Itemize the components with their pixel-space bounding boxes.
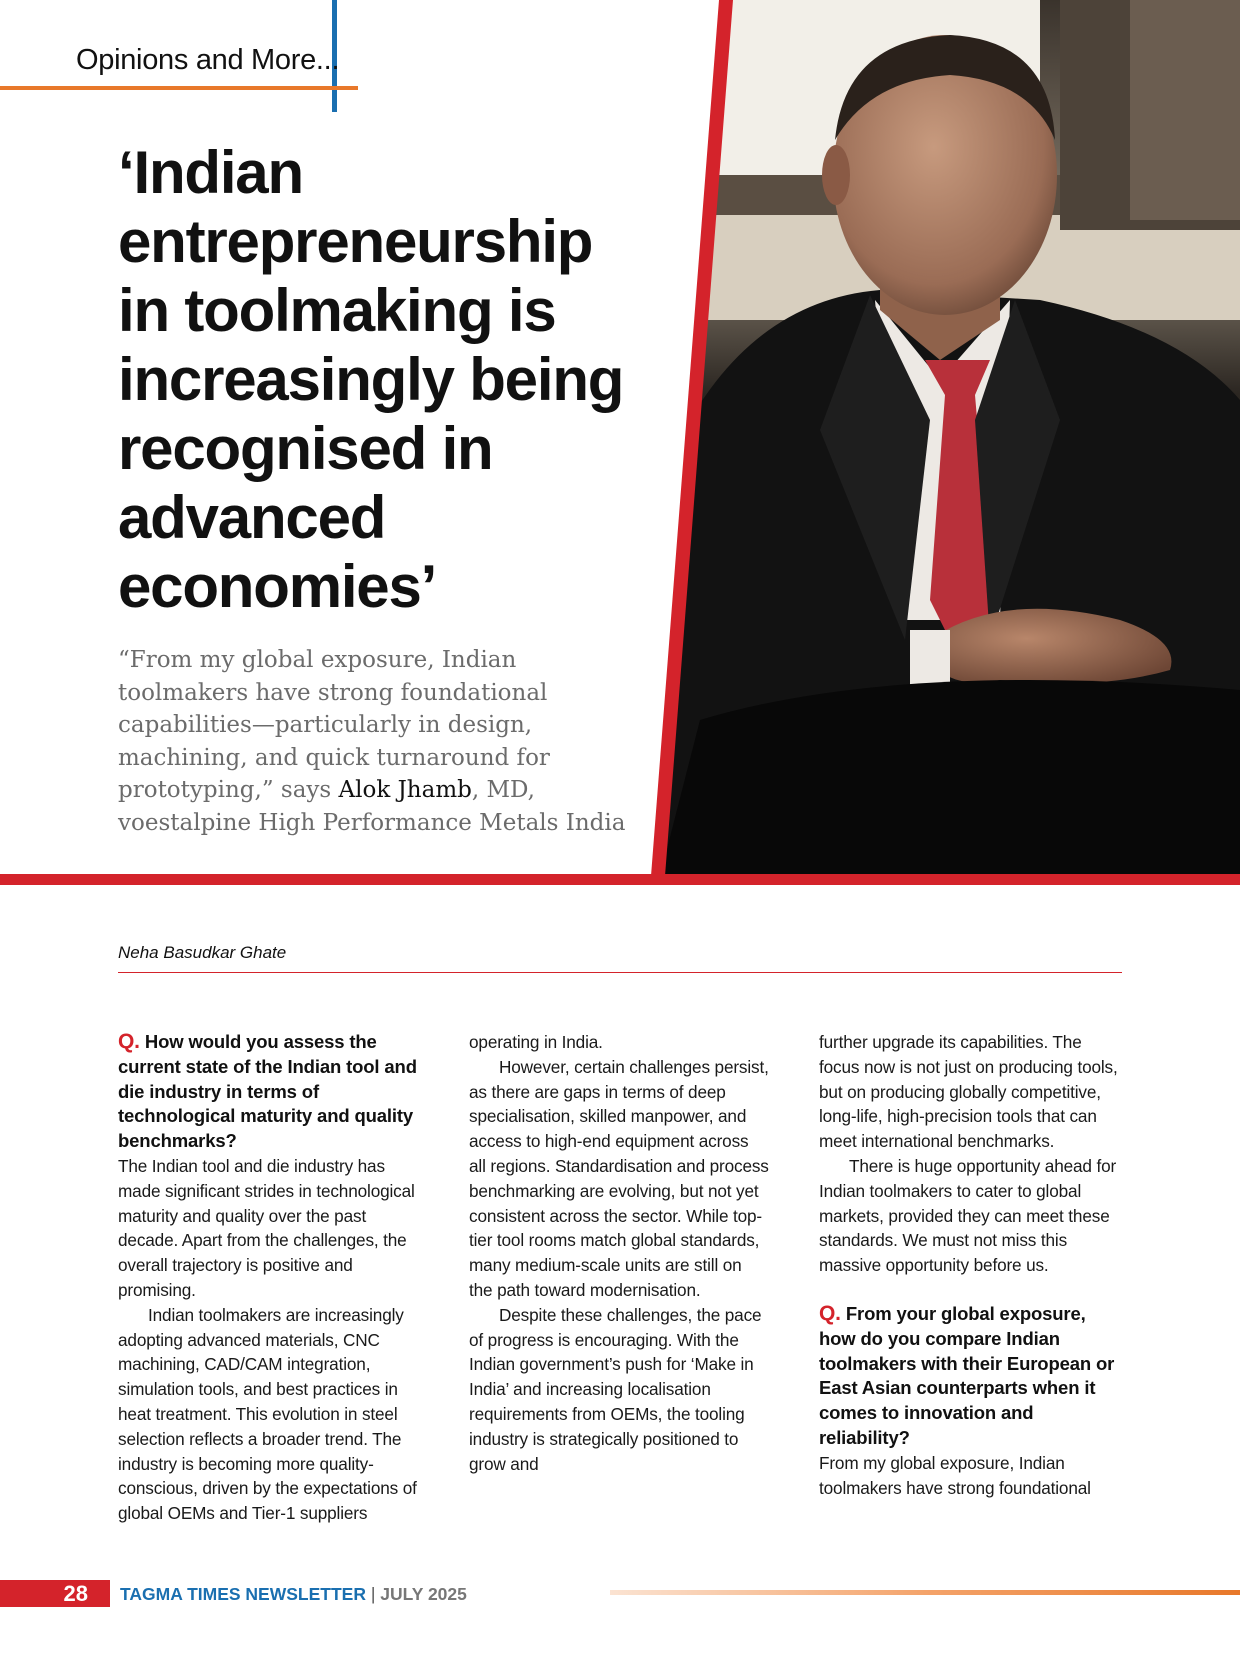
- footer-separator: |: [370, 1584, 376, 1604]
- author-byline: Neha Basudkar Ghate: [118, 943, 287, 962]
- section-label: Opinions and More...: [76, 44, 340, 76]
- speaker-name: Alok Jhamb: [338, 777, 472, 803]
- byline-rule: [118, 972, 1122, 973]
- headline-line: entrepreneurship: [118, 208, 593, 275]
- question-text: From your global exposure, how do you compare Indian toolmakers with their European or East Asian counterparts when it comes to innovation and reliability?: [819, 1302, 1115, 1448]
- speaker-title: , MD, voestalpine High Performance Metals India: [118, 777, 626, 836]
- headline: [118, 138, 658, 621]
- standfirst-text: “From my global exposure, Indian toolmakers have strong foundational capabilities—particularly in design, machining, and quick turnaround for prototyping,” says: [118, 647, 550, 803]
- q-marker: Q.: [118, 1030, 140, 1053]
- page-number-block: [0, 1580, 110, 1607]
- column-3: [819, 1030, 1119, 1500]
- paragraph: From my global exposure, Indian toolmakers have strong foundational: [819, 1452, 1091, 1498]
- issue-date: JULY 2025: [380, 1584, 467, 1604]
- q-marker: Q.: [819, 1301, 841, 1325]
- question-2: [819, 1302, 1119, 1451]
- paragraph: Indian toolmakers are increasingly adopting advanced materials, CNC machining, CAD/CAM integration, simulation tools, and best practices in heat treatment. This evolution in steel selection reflects a broader trend. The industry is becoming more quality-conscious, driven by the expectations of global OEMs and Tier-1 suppliers: [118, 1304, 417, 1524]
- paragraph: The Indian tool and die industry has made significant strides in technological maturity and quality over the past decade. Apart from the challenges, the overall trajectory is positive and promising.: [118, 1155, 415, 1300]
- headline-line: economies’: [118, 553, 437, 620]
- paragraph: There is huge opportunity ahead for Indian toolmakers to cater to global markets, provided they can meet these standards. We must not miss this massive opportunity before us.: [819, 1155, 1117, 1276]
- column-2: [469, 1030, 769, 1476]
- column-1: [118, 1030, 418, 1526]
- paragraph: further upgrade its capabilities. The focus now is not just on producing tools, but on producing globally competitive, long-life, high-precision tools that can meet international benchmarks.: [819, 1032, 1118, 1152]
- paragraph: However, certain challenges persist, as there are gaps in terms of deep specialisation, skilled manpower, and access to high-end equipment across all regions. Standardisation and process benchmarking are evolving, but not yet consistent across the sector. While top-tier tool rooms match global standards, many medium-scale units are still on the path toward modernisation.: [469, 1056, 769, 1300]
- question-text: How would you assess the current state of the Indian tool and die industry in terms of technological maturity and quality benchmarks?: [118, 1031, 417, 1152]
- headline-line: advanced: [118, 484, 386, 551]
- footer-gradient-bar: [610, 1590, 1240, 1595]
- headline-line: recognised in: [118, 415, 493, 482]
- footer-publication: [120, 1582, 467, 1606]
- paragraph: operating in India.: [469, 1032, 603, 1052]
- question-1: [118, 1030, 418, 1154]
- publication-name: TAGMA TIMES NEWSLETTER: [120, 1584, 366, 1604]
- headline-line: ‘Indian: [118, 139, 303, 206]
- headline-line: in toolmaking is: [118, 277, 556, 344]
- paragraph: Despite these challenges, the pace of progress is encouraging. With the Indian government’s push for ‘Make in India’ and increasing localisation requirements from OEMs, the tooling industry is strategically positioned to grow and: [469, 1304, 762, 1474]
- page-number: 28: [63, 1581, 88, 1606]
- standfirst-quote: [118, 644, 638, 839]
- headline-line: increasingly being: [118, 346, 624, 413]
- section-divider: [0, 874, 1240, 885]
- paragraph-gap: [819, 1278, 1119, 1302]
